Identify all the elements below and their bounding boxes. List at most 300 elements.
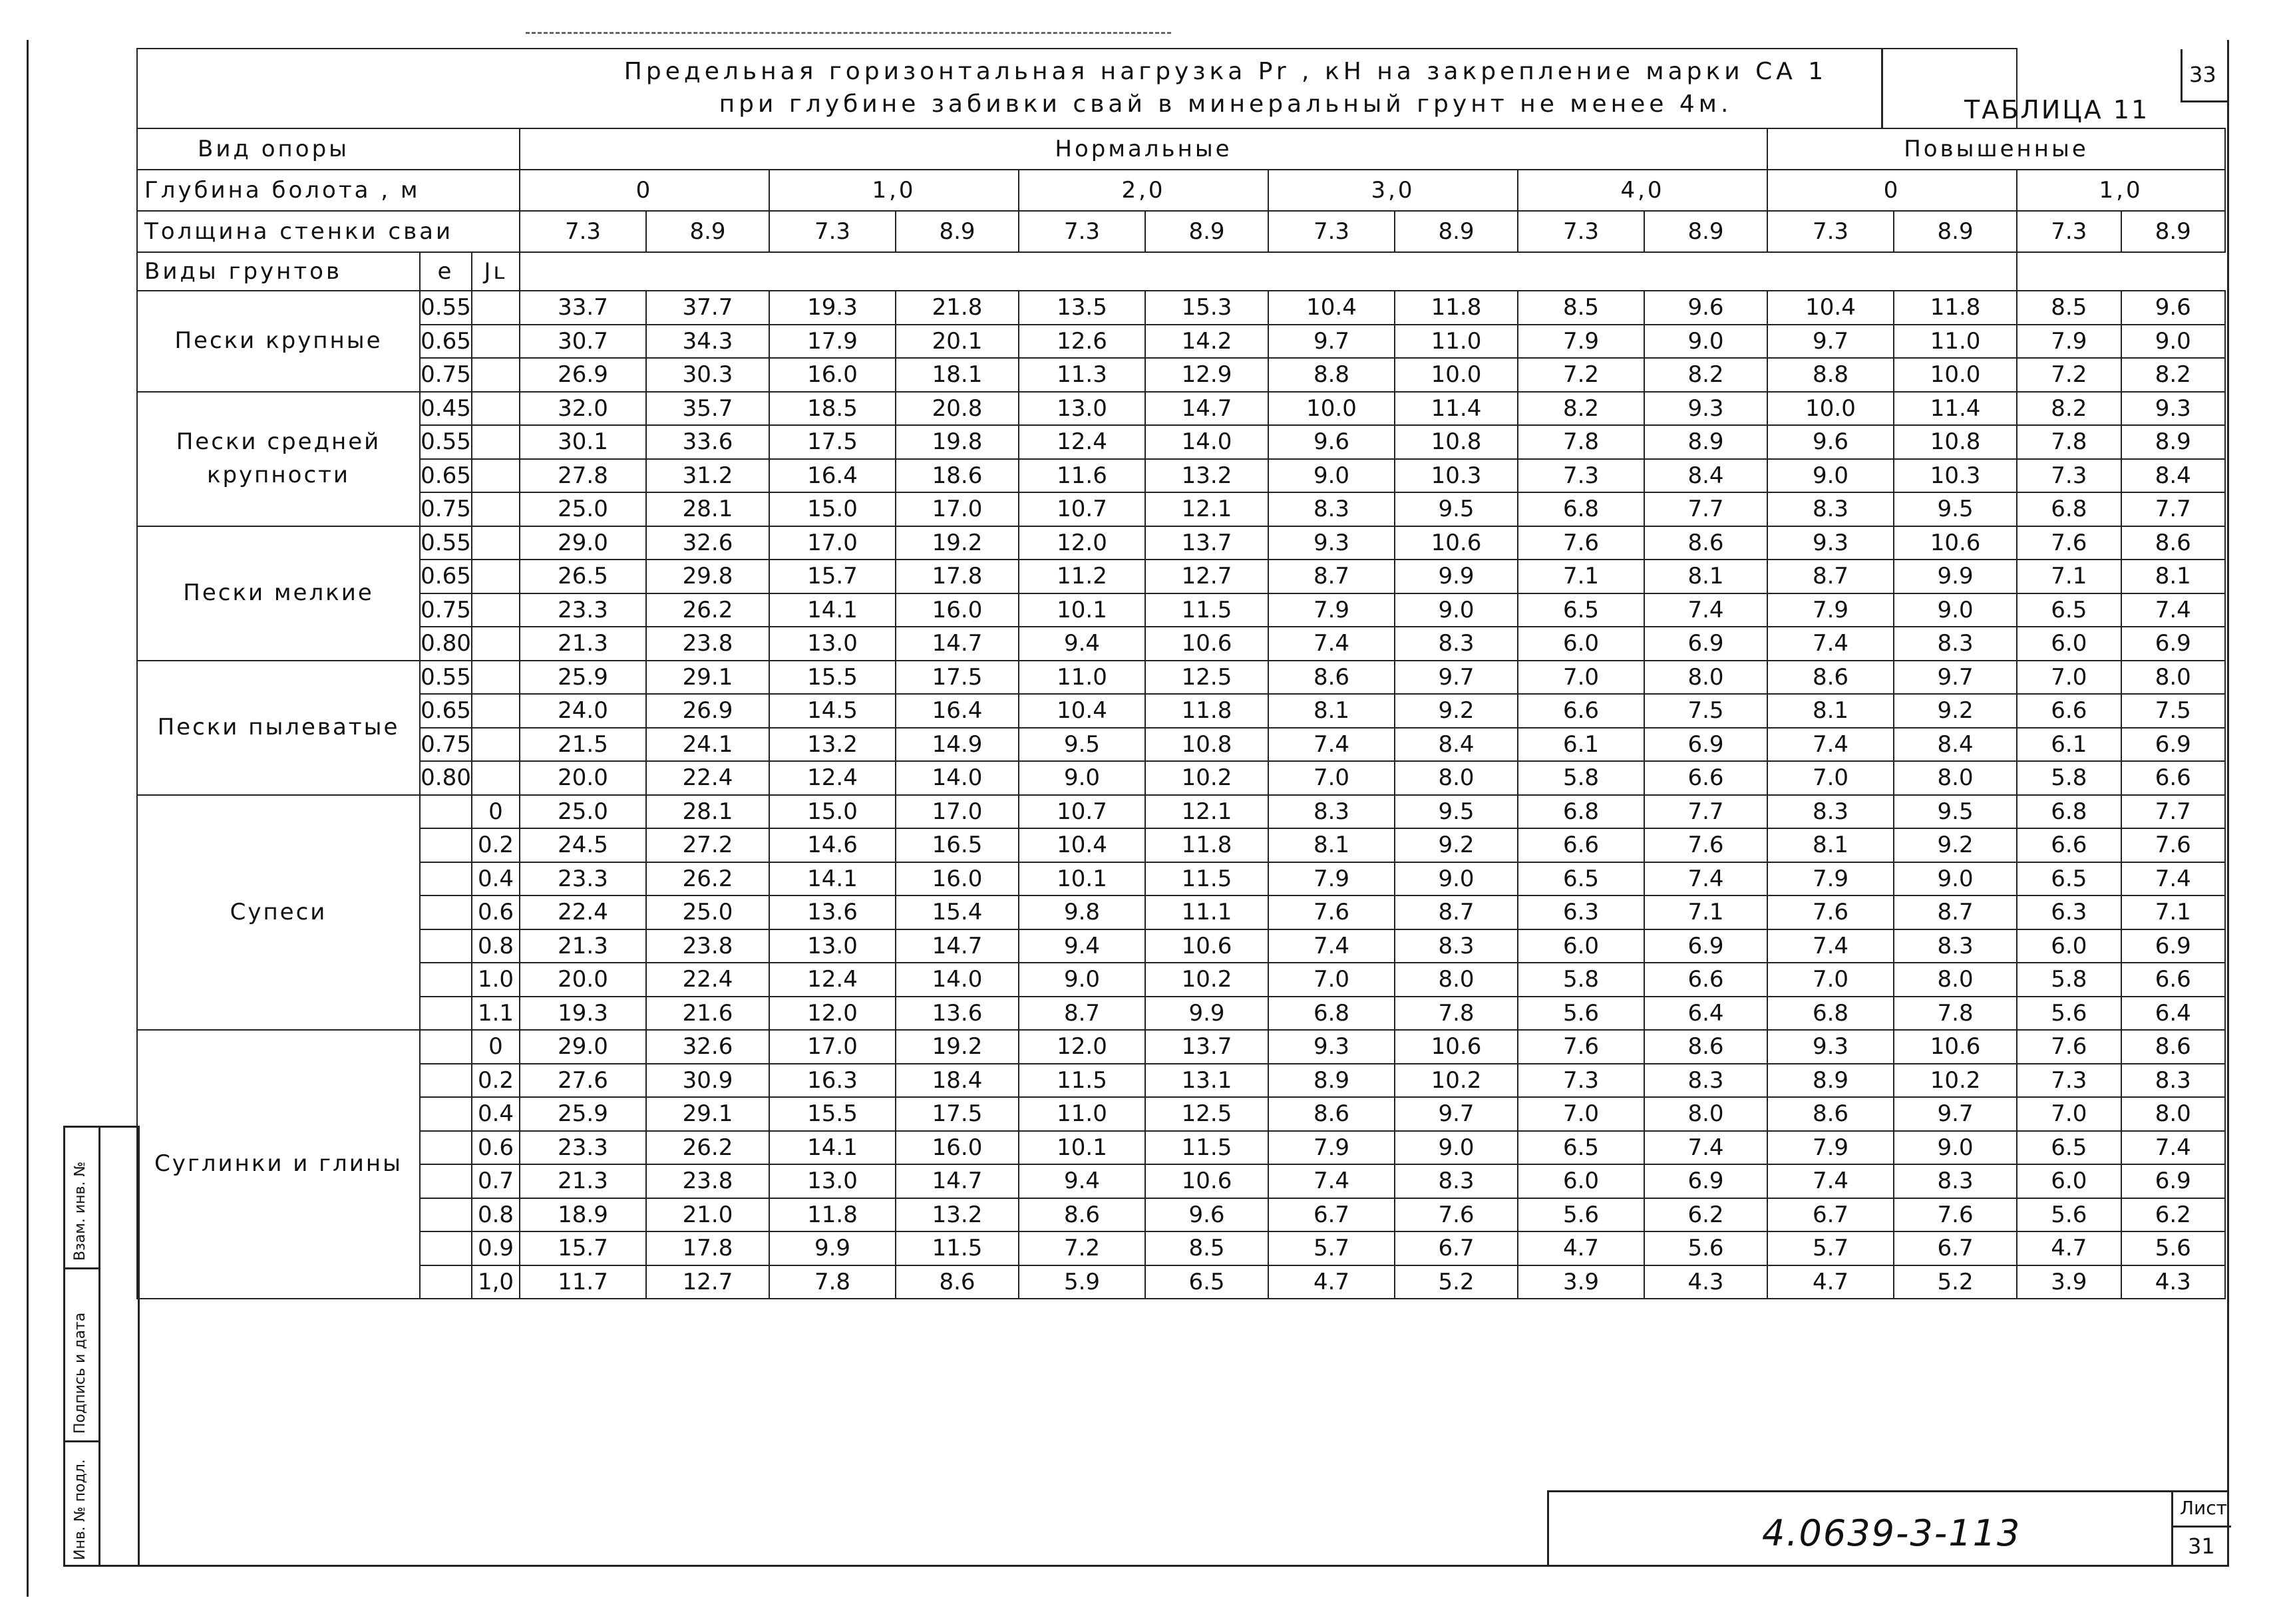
load-value: 17.5	[769, 425, 896, 459]
load-value: 8.6	[896, 1265, 1019, 1299]
table-row	[137, 862, 2225, 896]
load-value: 17.5	[896, 661, 1019, 695]
il-value	[472, 728, 520, 762]
load-value: 10.1	[1019, 593, 1145, 627]
load-value: 14.7	[896, 929, 1019, 963]
load-value: 6.7	[1767, 1198, 1894, 1232]
load-value: 6.9	[1644, 1164, 1767, 1198]
load-value: 7.8	[769, 1265, 896, 1299]
load-value: 6.9	[1644, 728, 1767, 762]
load-value: 27.2	[646, 828, 769, 862]
load-value: 6.9	[1644, 929, 1767, 963]
load-value: 10.8	[1395, 425, 1518, 459]
load-value: 26.5	[520, 560, 646, 593]
table-row	[137, 459, 2225, 493]
load-value: 7.8	[1894, 997, 2017, 1031]
load-value: 7.8	[1395, 997, 1518, 1031]
load-value: 6.5	[1518, 593, 1644, 627]
load-value: 7.0	[1268, 761, 1395, 795]
load-value: 9.3	[1767, 526, 1894, 560]
load-value: 22.4	[646, 963, 769, 997]
table-row	[137, 997, 2225, 1031]
load-value: 7.6	[2017, 526, 2121, 560]
load-value: 6.9	[2121, 627, 2225, 661]
load-value: 6.7	[1395, 1231, 1518, 1265]
load-value: 10.6	[1894, 526, 2017, 560]
load-value: 8.9	[1268, 1064, 1395, 1098]
load-value: 17.0	[896, 795, 1019, 829]
load-value: 9.3	[1268, 1030, 1395, 1064]
e-value	[420, 828, 472, 862]
load-table	[136, 48, 2226, 1299]
load-value: 10.0	[1268, 392, 1395, 426]
load-value: 6.9	[2121, 728, 2225, 762]
load-value: 8.1	[1767, 694, 1894, 728]
load-value: 15.4	[896, 895, 1019, 929]
load-value: 29.0	[520, 526, 646, 560]
load-value: 8.5	[1518, 291, 1644, 325]
load-value: 15.7	[520, 1231, 646, 1265]
e-value: 0.45	[420, 392, 472, 426]
title-line-1: Предельная горизонтальная нагрузка Pr , кН на закрепление марки СА 1	[623, 58, 1828, 85]
load-value: 7.0	[2017, 661, 2121, 695]
load-value: 9.2	[1395, 694, 1518, 728]
load-value: 9.9	[1894, 560, 2017, 593]
il-value: 0.6	[472, 1131, 520, 1165]
load-value: 10.6	[1145, 1164, 1268, 1198]
load-value: 11.4	[1894, 392, 2017, 426]
load-value: 10.4	[1019, 694, 1145, 728]
load-value: 14.7	[896, 1164, 1019, 1198]
load-value: 9.7	[1894, 1097, 2017, 1131]
table-row	[137, 1198, 2225, 1232]
load-value: 6.6	[2017, 694, 2121, 728]
load-value: 16.4	[769, 459, 896, 493]
load-value: 8.9	[1644, 425, 1767, 459]
il-value: 0.6	[472, 895, 520, 929]
load-value: 8.6	[2121, 526, 2225, 560]
load-value: 6.8	[1767, 997, 1894, 1031]
table-row	[137, 291, 2225, 325]
load-value: 6.0	[2017, 1164, 2121, 1198]
load-value: 8.3	[1268, 492, 1395, 526]
e-value	[420, 1064, 472, 1098]
load-value: 12.5	[1145, 661, 1268, 695]
e-value	[420, 1164, 472, 1198]
sheet-label: Лист	[2180, 1497, 2227, 1519]
load-value: 7.1	[2017, 560, 2121, 593]
load-value: 7.4	[1268, 728, 1395, 762]
table-row	[137, 627, 2225, 661]
load-value: 6.8	[1518, 795, 1644, 829]
load-value: 21.3	[520, 627, 646, 661]
load-value: 15.3	[1145, 291, 1268, 325]
load-value: 24.1	[646, 728, 769, 762]
il-value	[472, 593, 520, 627]
load-value: 7.4	[1767, 929, 1894, 963]
load-value: 30.9	[646, 1064, 769, 1098]
load-value: 9.5	[1894, 492, 2017, 526]
load-value: 9.0	[1019, 761, 1145, 795]
load-value: 16.0	[896, 1131, 1019, 1165]
load-value: 32.6	[646, 526, 769, 560]
load-value: 6.9	[2121, 1164, 2225, 1198]
load-value: 25.0	[520, 795, 646, 829]
load-value: 18.5	[769, 392, 896, 426]
table-row	[137, 560, 2225, 593]
load-value: 6.1	[1518, 728, 1644, 762]
il-value	[472, 761, 520, 795]
sheet-number: 31	[2188, 1534, 2215, 1559]
load-value: 8.7	[1268, 560, 1395, 593]
load-value: 8.6	[1268, 661, 1395, 695]
load-value: 7.2	[2017, 358, 2121, 392]
load-value: 9.0	[1395, 1131, 1518, 1165]
load-value: 6.9	[1644, 627, 1767, 661]
load-value: 7.7	[2121, 795, 2225, 829]
load-value: 8.4	[2121, 459, 2225, 493]
load-value: 12.4	[769, 963, 896, 997]
load-value: 7.3	[1518, 459, 1644, 493]
load-value: 18.4	[896, 1064, 1019, 1098]
load-value: 8.4	[1395, 728, 1518, 762]
load-value: 6.8	[1518, 492, 1644, 526]
load-value: 9.5	[1395, 795, 1518, 829]
load-value: 7.4	[1767, 728, 1894, 762]
load-value: 7.0	[1518, 1097, 1644, 1131]
e-value	[420, 1231, 472, 1265]
table-row	[137, 661, 2225, 695]
il-header: Jʟ	[472, 252, 520, 291]
table-row	[137, 795, 2225, 829]
e-value	[420, 1265, 472, 1299]
load-value: 14.2	[1145, 325, 1268, 359]
load-value: 6.6	[1518, 828, 1644, 862]
soil-group-name: Пески крупные	[137, 291, 420, 392]
load-value: 33.6	[646, 425, 769, 459]
load-value: 11.5	[1145, 593, 1268, 627]
load-value: 6.6	[2121, 963, 2225, 997]
load-value: 8.5	[2017, 291, 2121, 325]
thickness-header-0: 7.3	[520, 211, 646, 252]
thickness-header-10: 7.3	[1767, 211, 1894, 252]
load-value: 7.6	[1644, 828, 1767, 862]
load-value: 11.8	[1395, 291, 1518, 325]
load-value: 7.6	[2121, 828, 2225, 862]
load-value: 13.7	[1145, 1030, 1268, 1064]
load-value: 23.3	[520, 1131, 646, 1165]
load-value: 11.0	[1395, 325, 1518, 359]
load-value: 12.6	[1019, 325, 1145, 359]
load-value: 9.5	[1395, 492, 1518, 526]
load-value: 5.6	[2017, 997, 2121, 1031]
e-value: 0.65	[420, 459, 472, 493]
load-value: 8.7	[1767, 560, 1894, 593]
load-value: 5.8	[1518, 761, 1644, 795]
load-value: 18.1	[896, 358, 1019, 392]
load-value: 13.0	[769, 929, 896, 963]
load-value: 14.7	[1145, 392, 1268, 426]
load-value: 8.6	[1644, 1030, 1767, 1064]
load-value: 8.8	[1767, 358, 1894, 392]
load-value: 8.3	[1395, 627, 1518, 661]
load-value: 27.6	[520, 1064, 646, 1098]
load-value: 9.6	[1767, 425, 1894, 459]
load-value: 6.6	[1644, 761, 1767, 795]
load-value: 7.6	[1518, 526, 1644, 560]
load-value: 4.3	[2121, 1265, 2225, 1299]
elevated-header: Повышенные	[1767, 128, 2225, 170]
load-value: 8.2	[2121, 358, 2225, 392]
load-value: 8.3	[1395, 929, 1518, 963]
load-value: 7.6	[2017, 1030, 2121, 1064]
load-value: 7.4	[1767, 1164, 1894, 1198]
il-value	[472, 661, 520, 695]
load-value: 11.8	[1894, 291, 2017, 325]
load-value: 6.4	[1644, 997, 1767, 1031]
load-value: 8.0	[1894, 963, 2017, 997]
load-value: 20.1	[896, 325, 1019, 359]
load-value: 11.0	[1894, 325, 2017, 359]
load-value: 10.0	[1395, 358, 1518, 392]
load-value: 15.5	[769, 661, 896, 695]
load-value: 10.3	[1894, 459, 2017, 493]
load-value: 16.0	[896, 862, 1019, 896]
load-value: 13.7	[1145, 526, 1268, 560]
il-value	[472, 291, 520, 325]
load-value: 8.1	[1268, 828, 1395, 862]
side-label-1: Инв. № подл.	[72, 1459, 88, 1560]
load-value: 23.3	[520, 593, 646, 627]
load-value: 10.0	[1767, 392, 1894, 426]
load-value: 4.7	[1767, 1265, 1894, 1299]
load-value: 9.0	[1395, 862, 1518, 896]
load-value: 7.6	[1268, 895, 1395, 929]
load-value: 24.0	[520, 694, 646, 728]
load-value: 10.6	[1145, 929, 1268, 963]
load-value: 14.0	[1145, 425, 1268, 459]
load-value: 16.0	[769, 358, 896, 392]
load-value: 11.5	[1145, 1131, 1268, 1165]
soil-group-name: Суглинки и глины	[137, 1030, 420, 1299]
table-row	[137, 828, 2225, 862]
load-value: 8.6	[1767, 661, 1894, 695]
load-value: 7.6	[1894, 1198, 2017, 1232]
load-value: 23.3	[520, 862, 646, 896]
il-value: 0	[472, 795, 520, 829]
load-value: 6.0	[2017, 627, 2121, 661]
load-value: 7.2	[1019, 1231, 1145, 1265]
soil-types-header: Виды грунтов	[137, 252, 420, 291]
il-value	[472, 492, 520, 526]
load-value: 14.0	[896, 963, 1019, 997]
depth-header-6: 1,0	[2017, 170, 2225, 211]
load-value: 6.8	[2017, 795, 2121, 829]
il-value: 0.4	[472, 862, 520, 896]
load-value: 5.2	[1395, 1265, 1518, 1299]
load-value: 17.0	[769, 1030, 896, 1064]
load-value: 8.6	[1019, 1198, 1145, 1232]
load-value: 15.5	[769, 1097, 896, 1131]
e-value: 0.55	[420, 661, 472, 695]
load-value: 7.4	[2121, 1131, 2225, 1165]
load-value: 6.5	[2017, 1131, 2121, 1165]
thickness-header-9: 8.9	[1644, 211, 1767, 252]
load-value: 13.6	[769, 895, 896, 929]
e-value	[420, 1097, 472, 1131]
load-value: 8.7	[1894, 895, 2017, 929]
il-value	[472, 425, 520, 459]
load-value: 7.3	[2017, 1064, 2121, 1098]
load-value: 7.2	[1518, 358, 1644, 392]
e-value	[420, 1198, 472, 1232]
il-value: 0.2	[472, 828, 520, 862]
load-value: 9.4	[1019, 1164, 1145, 1198]
load-value: 5.8	[2017, 963, 2121, 997]
load-value: 10.8	[1145, 728, 1268, 762]
load-value: 8.3	[1268, 795, 1395, 829]
load-value: 8.4	[1644, 459, 1767, 493]
load-value: 14.0	[896, 761, 1019, 795]
thickness-header-11: 8.9	[1894, 211, 2017, 252]
load-value: 9.5	[1894, 795, 2017, 829]
e-value: 0.80	[420, 627, 472, 661]
load-value: 14.5	[769, 694, 896, 728]
il-value	[472, 392, 520, 426]
thickness-header-5: 8.9	[1145, 211, 1268, 252]
load-value: 9.0	[1894, 862, 2017, 896]
load-value: 8.3	[1767, 795, 1894, 829]
load-value: 5.2	[1894, 1265, 2017, 1299]
load-value: 33.7	[520, 291, 646, 325]
load-value: 10.4	[1767, 291, 1894, 325]
page-number: 33	[2189, 62, 2216, 87]
load-value: 9.7	[1395, 1097, 1518, 1131]
load-value: 9.0	[2121, 325, 2225, 359]
table-row	[137, 358, 2225, 392]
load-value: 16.5	[896, 828, 1019, 862]
load-value: 8.4	[1894, 728, 2017, 762]
e-value	[420, 997, 472, 1031]
load-value: 29.8	[646, 560, 769, 593]
load-value: 8.0	[2121, 1097, 2225, 1131]
load-value: 9.0	[1644, 325, 1767, 359]
load-value: 6.5	[1518, 1131, 1644, 1165]
load-value: 11.2	[1019, 560, 1145, 593]
load-value: 13.5	[1019, 291, 1145, 325]
load-value: 32.0	[520, 392, 646, 426]
load-value: 7.6	[1395, 1198, 1518, 1232]
depth-header-5: 0	[1767, 170, 2017, 211]
load-value: 16.0	[896, 593, 1019, 627]
e-value	[420, 895, 472, 929]
swamp-depth-header: Глубина болота , м	[137, 170, 520, 211]
load-value: 31.2	[646, 459, 769, 493]
load-value: 17.8	[646, 1231, 769, 1265]
e-value	[420, 963, 472, 997]
load-value: 9.0	[1894, 593, 2017, 627]
table-row	[137, 1030, 2225, 1064]
load-value: 23.8	[646, 929, 769, 963]
load-value: 19.8	[896, 425, 1019, 459]
load-value: 9.7	[1395, 661, 1518, 695]
load-value: 12.0	[1019, 1030, 1145, 1064]
side-label-3: Взам. инв. №	[72, 1161, 88, 1261]
load-value: 6.7	[1894, 1231, 2017, 1265]
load-value: 6.6	[2121, 761, 2225, 795]
load-value: 8.1	[1767, 828, 1894, 862]
load-value: 9.3	[1268, 526, 1395, 560]
load-value: 7.3	[1518, 1064, 1644, 1098]
load-value: 9.4	[1019, 929, 1145, 963]
table-row	[137, 895, 2225, 929]
load-value: 8.6	[1767, 1097, 1894, 1131]
table-row	[137, 1131, 2225, 1165]
load-value: 7.5	[1644, 694, 1767, 728]
load-value: 25.0	[646, 895, 769, 929]
e-value: 0.75	[420, 593, 472, 627]
load-value: 25.9	[520, 661, 646, 695]
load-value: 7.7	[1644, 492, 1767, 526]
table-row	[137, 593, 2225, 627]
load-value: 29.1	[646, 661, 769, 695]
load-value: 30.1	[520, 425, 646, 459]
e-value: 0.75	[420, 728, 472, 762]
load-value: 10.2	[1145, 761, 1268, 795]
il-value	[472, 694, 520, 728]
thickness-header-2: 7.3	[769, 211, 896, 252]
load-value: 11.5	[1145, 862, 1268, 896]
load-value: 8.1	[1644, 560, 1767, 593]
load-value: 7.9	[1268, 593, 1395, 627]
load-value: 14.1	[769, 1131, 896, 1165]
load-value: 9.7	[1268, 325, 1395, 359]
load-value: 9.4	[1019, 627, 1145, 661]
load-value: 8.0	[1894, 761, 2017, 795]
load-value: 7.5	[2121, 694, 2225, 728]
table-row	[137, 1164, 2225, 1198]
thickness-header-4: 7.3	[1019, 211, 1145, 252]
load-value: 28.1	[646, 492, 769, 526]
load-value: 5.8	[2017, 761, 2121, 795]
load-value: 32.6	[646, 1030, 769, 1064]
load-value: 9.2	[1894, 828, 2017, 862]
load-value: 6.6	[1644, 963, 1767, 997]
load-value: 9.2	[1894, 694, 2017, 728]
load-value: 21.6	[646, 997, 769, 1031]
load-value: 6.5	[2017, 593, 2121, 627]
depth-header-3: 3,0	[1268, 170, 1518, 211]
e-value	[420, 1131, 472, 1165]
load-value: 12.1	[1145, 795, 1268, 829]
load-value: 19.2	[896, 1030, 1019, 1064]
load-value: 7.8	[1518, 425, 1644, 459]
load-value: 11.5	[896, 1231, 1019, 1265]
e-value	[420, 929, 472, 963]
load-value: 14.7	[896, 627, 1019, 661]
load-value: 9.7	[1894, 661, 2017, 695]
e-value: 0.75	[420, 492, 472, 526]
load-value: 6.0	[1518, 1164, 1644, 1198]
load-value: 11.1	[1145, 895, 1268, 929]
load-value: 7.9	[2017, 325, 2121, 359]
load-value: 23.8	[646, 627, 769, 661]
table-label: ТАБЛИЦА 11	[1964, 95, 2150, 124]
load-value: 25.9	[520, 1097, 646, 1131]
side-stamp	[63, 1126, 140, 1567]
load-value: 9.0	[1894, 1131, 2017, 1165]
load-value: 10.3	[1395, 459, 1518, 493]
